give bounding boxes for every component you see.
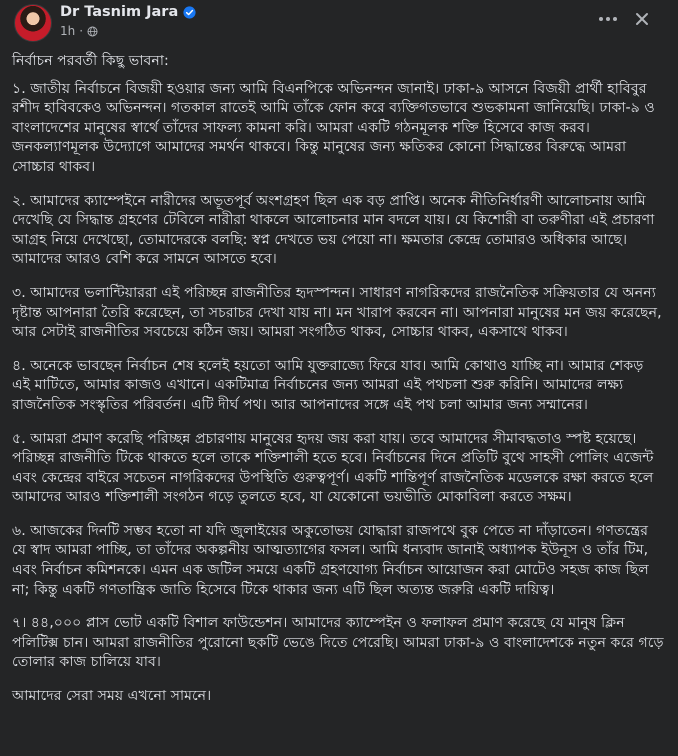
paragraph-5: ৫. আমরা প্রমাণ করেছি পরিচ্ছন্ন প্রচারণায় মানুষের হৃদয় জয় করা যায়। তবে আমাদের সীমাবদ্ধতাও স্পষ্ট হয়েছে। পরিচ্ছন্ন রাজনীতি টিকে থাকতে হলে তাকে শক্তিশালী হতে হবে। নির্বাচনের দিনে প্রতিটি বুথে সাহসী পোলিং এজেন্ট এবং কেন্দ্রের বাইরে সচেতন নাগরিকদের উপস্থিতি গুরুত্বপূর্ণ। একটি শান্তিপূর্ণ রাজনৈতিক মডেলকে রক্ষা করতে হলে আমাদের আরও শক্তিশালী সংগঠন গড়ে তুলতে হবে, যা যেকোনো ভয়ভীতি মোকাবিলা করতে সক্ষম। <box>12 430 654 506</box>
more-options-icon[interactable] <box>596 10 620 28</box>
post-body <box>12 52 666 707</box>
meta-separator: · <box>79 24 84 38</box>
verified-badge-icon <box>183 6 196 19</box>
author-row <box>60 4 196 20</box>
post-intro: নির্বাচন পরবর্তী কিছু ভাবনা: <box>12 53 169 69</box>
post-meta <box>60 24 98 38</box>
paragraph-4: ৪. অনেকে ভাবছেন নির্বাচন শেষ হলেই হয়তো আমি যুক্তরাজ্যে ফিরে যাব। আমি কোথাও যাচ্ছি না। আমার শেকড় এই মাটিতে, আমার কাজও এখানে। একটিমাত্র নির্বাচনের জন্য আমরা এই পথচলা শুরু করিনি। আমাদের লক্ষ্য রাজনৈতিক সংস্কৃতির পরিবর্তন। এটি দীর্ঘ পথ। আর আপনাদের সঙ্গে এই পথ চলা আমার জন্য সম্মানের। <box>12 357 644 413</box>
globe-icon[interactable] <box>87 26 98 37</box>
paragraph-2: ২. আমাদের ক্যাম্পেইনে নারীদের অভূতপূর্ব অংশগ্রহণ ছিল এক বড় প্রাপ্তি। অনেক নীতিনির্ধারণী আলোচনায় আমি দেখেছি যে সিদ্ধান্ত গ্রহণের টেবিলে নারীরা থাকলে আলোচনার মান বদলে যায়। যে কিশোরী বা তরুণীরা এই প্রচারণা আগ্রহ নিয়ে দেখেছো, তোমাদেরকে বলছি: স্বপ্ন দেখতে ভয় পেয়ো না। ক্ষমতার কেন্দ্রে তোমারও অধিকার আছে। আমাদের আরও বেশি করে সামনে আসতে হবে। <box>12 192 655 268</box>
paragraph-1: ১. জাতীয় নির্বাচনে বিজয়ী হওয়ার জন্য আমি বিএনপিকে অভিনন্দন জানাই। ঢাকা-৯ আসনে বিজয়ী প্রার্থী হাবিবুর রশীদ হাবিবকেও অভিনন্দন। গতকাল রাতেই আমি তাঁকে ফোন করে ব্যক্তিগতভাবে শুভকামনা জানিয়েছি। ঢাকা-৯ ও বাংলাদেশের মানুষের স্বার্থে তাঁদের সাফল্য কামনা করি। আমরা একটি গঠনমূলক শক্তি হিসেবে কাজ করব। জনকল্যাণমূলক উদ্যোগে আমাদের সমর্থন থাকবে। কিন্তু মানুষের জন্য ক্ষতিকর কোনো সিদ্ধান্তের বিরুদ্ধে আমরা সোচ্চার থাকব। <box>12 80 655 175</box>
post-header <box>12 0 666 46</box>
post-timestamp[interactable]: 1h <box>60 24 76 38</box>
close-icon[interactable] <box>632 9 652 29</box>
paragraph-6: ৬. আজকের দিনটি সম্ভব হতো না যদি জুলাইয়ের অকুতোভয় যোদ্ধারা রাজপথে বুক পেতে না দাঁড়াতেন। গণতন্ত্রের যে স্বাদ আমরা পাচ্ছি, তা তাঁদের অকল্পনীয় আত্মত্যাগের ফসল। আমি ধন্যবাদ জানাই অধ্যাপক ইউনূস ও তাঁর টিম, এবং নির্বাচন কমিশনকে। এমন এক জটিল সময়ে একটি গ্রহণযোগ্য নির্বাচন আয়োজন করা মোটেও সহজ কাজ ছিল না; কিন্তু একটি গণতান্ত্রিক জাতি হিসেবে টিকে থাকার জন্য এটি ছিল অত্যন্ত জরুরি একটি দায়িত্ব। <box>12 522 649 598</box>
closing-line: আমাদের সেরা সময় এখনো সামনে। <box>12 688 212 705</box>
author-name[interactable]: Dr Tasnim Jara <box>60 4 179 20</box>
avatar[interactable] <box>14 4 52 42</box>
paragraph-7: ৭। ৪৪,০০০ প্লাস ভোট একটি বিশাল ফাউন্ডেশন। আমাদের ক্যাম্পেইন ও ফলাফল প্রমাণ করেছে যে মানুষ ক্লিন পলিটিক্স চান। আমরা রাজনীতির পুরোনো ছকটি ভেঙে দিতে পেরেছি। আমরা ঢাকা-৯ ও বাংলাদেশকে নতুন করে গড়ে তোলার কাজ চালিয়ে যাব। <box>12 615 664 671</box>
paragraph-3: ৩. আমাদের ভলান্টিয়াররা এই পরিচ্ছন্ন রাজনীতির হৃদস্পন্দন। সাধারণ নাগরিকদের রাজনৈতিক সক্রিয়তার যে অনন্য দৃষ্টান্ত আপনারা তৈরি করেছেন, তা সচরাচর দেখা যায় না। মন খারাপ করবেন না। আপনারা মানুষের মন জয় করেছেন, আর সেটাই রাজনীতির সবচেয়ে কঠিন জয়। আমরা সংগঠিত থাকব, সোচ্চার থাকব, একসাথে থাকব। <box>12 284 662 341</box>
